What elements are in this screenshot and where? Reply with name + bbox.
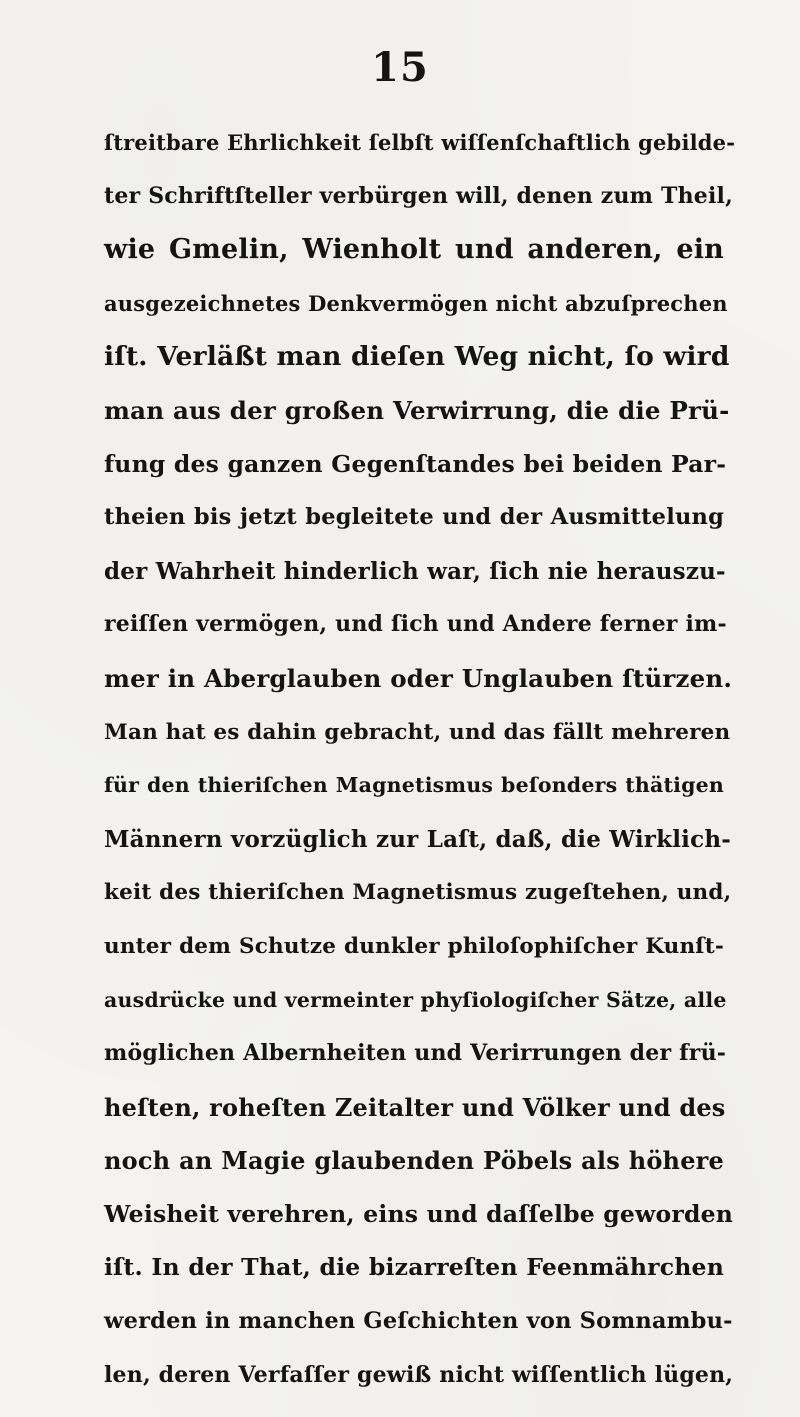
- text-line: theien bis jetzt begleitete und der Ausmittelung: [104, 504, 724, 531]
- text-line: Man hat es dahin gebracht, und das fällt mehreren: [104, 719, 731, 745]
- text-line: für den thieriſchen Magnetismus beſonders thätigen: [104, 773, 724, 798]
- text-line: werden in manchen Geſchichten von Somnambu-: [104, 1308, 733, 1335]
- text-line: keit des thieriſchen Magnetismus zugeſtehen, und,: [104, 880, 732, 906]
- text-line: fung des ganzen Gegenſtandes bei beiden Par-: [104, 449, 727, 478]
- text-line: unter dem Schutze dunkler philoſophiſcher Kunſt-: [104, 933, 724, 959]
- text-line: möglichen Albernheiten und Verirrungen der frü-: [104, 1040, 727, 1067]
- text-line: len, deren Verfaſſer gewiß nicht wiſſentlich lügen,: [104, 1361, 734, 1388]
- body-text: [104, 116, 736, 1402]
- page-number: 15: [371, 44, 429, 91]
- text-line: mer in Aberglauben oder Unglauben ſtürzen.: [104, 663, 733, 693]
- text-line: reiſſen vermögen, und ſich und Andere ferner im-: [104, 611, 727, 638]
- text-line: iſt. In der That, die bizarreſten Feenmährchen: [104, 1253, 724, 1282]
- text-line: ausgezeichnetes Denkvermögen nicht abzuſprechen: [104, 290, 728, 316]
- text-line: ausdrücke und vermeinter phyſiologiſcher Sätze, alle: [104, 987, 727, 1012]
- text-line: iſt. Verläßt man dieſen Weg nicht, ſo wird: [104, 341, 730, 373]
- text-line: heſten, roheſten Zeitalter und Völker und des: [104, 1092, 726, 1122]
- text-line: wie Gmelin, Wienholt und anderen, ein: [104, 234, 724, 266]
- text-line: noch an Magie glaubenden Pöbels als höhere: [104, 1146, 724, 1176]
- text-line: ſtreitbare Ehrlichkeit ſelbſt wiſſenſchaftlich gebilde-: [104, 130, 736, 155]
- text-line: Männern vorzüglich zur Laſt, daß, die Wirklich-: [104, 825, 731, 853]
- text-line: ter Schriftſteller verbürgen will, denen zum Theil,: [104, 182, 733, 209]
- text-line: Weisheit verehren, eins und daſſelbe geworden: [104, 1199, 734, 1228]
- text-line: man aus der großen Verwirrung, die die Prü-: [104, 395, 730, 425]
- text-line: der Wahrheit hinderlich war, ſich nie herauszu-: [104, 557, 726, 585]
